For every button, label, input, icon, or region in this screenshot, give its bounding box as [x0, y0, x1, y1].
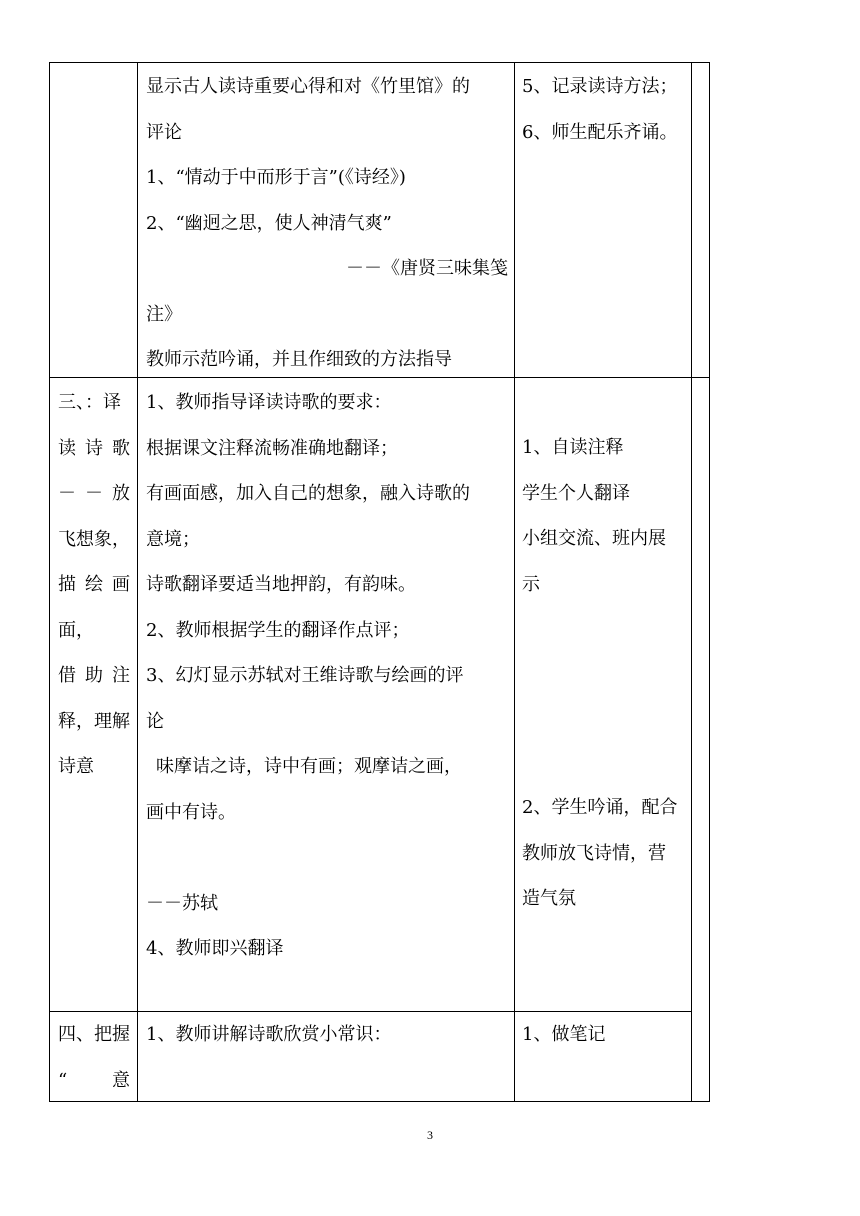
text-line: 1、做笔记: [522, 1024, 606, 1045]
table-top-border: [49, 62, 710, 63]
row1-teacher-cell: [146, 64, 508, 383]
step-line: 三、：译: [58, 392, 121, 413]
text-line: 1、“情动于中而形于言”(《诗经》): [146, 167, 406, 188]
text-line: 注》: [146, 303, 182, 325]
quote-line: 味摩诘之诗，诗中有画；观摩诘之画，: [156, 756, 462, 777]
column-divider-teacher: [514, 62, 515, 1102]
table-right-border: [709, 62, 710, 1102]
text-line: 造气氛: [522, 888, 576, 909]
row2-student-cell-b: [522, 785, 688, 922]
citation-line: －－《唐贤三味集笺: [346, 258, 508, 279]
text-line: 3、幻灯显示苏轼对王维诗歌与绘画的评: [146, 665, 464, 686]
text-line: 根据课文注释流畅准确地翻译；: [146, 437, 398, 459]
page-number: 3: [427, 1128, 433, 1142]
text-line: 小组交流、班内展: [522, 528, 666, 549]
blank-line: [146, 835, 508, 881]
text-line: 有画面感，加入自己的想象，融入诗歌的: [146, 483, 470, 504]
step-line: “ 意: [58, 1069, 130, 1091]
text-line: 2、学生吟诵，配合: [522, 797, 678, 818]
text-line: 教师放飞诗情，营: [522, 842, 666, 864]
text-line: 评论: [146, 121, 182, 143]
text-line: 5、记录读诗方法；: [522, 76, 678, 97]
step-line: 飞想象，: [58, 528, 130, 550]
step-line: 描 绘 画: [58, 574, 130, 595]
text-line: 示: [522, 573, 540, 595]
text-line: 2、“幽迥之思，使人神清气爽”: [146, 212, 392, 234]
text-line: 诗歌翻译要适当地押韵，有韵味。: [146, 574, 416, 595]
step-line: 面，: [58, 619, 94, 641]
row2-step-cell: [58, 380, 130, 790]
text-line: 显示古人读诗重要心得和对《竹里馆》的: [146, 76, 470, 97]
text-line: 1、自读注释: [522, 437, 624, 458]
text-line: 学生个人翻译: [522, 482, 630, 504]
step-line: 诗意: [58, 756, 94, 777]
row2-student-cell-a: [522, 425, 688, 607]
column-divider-student: [691, 62, 692, 1102]
row2-teacher-cell: [146, 380, 508, 972]
table-left-border: [49, 62, 50, 1102]
text-line: 6、师生配乐齐诵。: [522, 121, 678, 143]
step-line: － － 放: [58, 483, 130, 504]
table-bottom-border: [49, 1101, 710, 1102]
quote-line: 画中有诗。: [146, 801, 236, 823]
text-line: 2、教师根据学生的翻译作点评；: [146, 619, 410, 641]
text-line: 1、教师讲解诗歌欣赏小常识：: [146, 1024, 392, 1045]
step-line: 借 助 注: [58, 665, 130, 686]
text-line: 教师示范吟诵，并且作细致的方法指导: [146, 349, 452, 370]
step-line: 四、把握: [58, 1024, 130, 1045]
row3-student-cell: [522, 1012, 688, 1058]
column-divider-step: [137, 62, 138, 1102]
text-line: 1、教师指导译读诗歌的要求：: [146, 392, 392, 413]
citation-line: －－苏轼: [146, 892, 218, 914]
step-line: 读 诗 歌: [58, 437, 130, 459]
row1-student-cell: [522, 64, 688, 155]
row3-step-cell: [58, 1012, 130, 1103]
step-line: 释，理解: [58, 710, 130, 732]
text-line: 4、教师即兴翻译: [146, 938, 284, 959]
row3-teacher-cell: [146, 1012, 508, 1058]
text-line: 论: [146, 710, 164, 732]
text-line: 意境；: [146, 528, 200, 550]
